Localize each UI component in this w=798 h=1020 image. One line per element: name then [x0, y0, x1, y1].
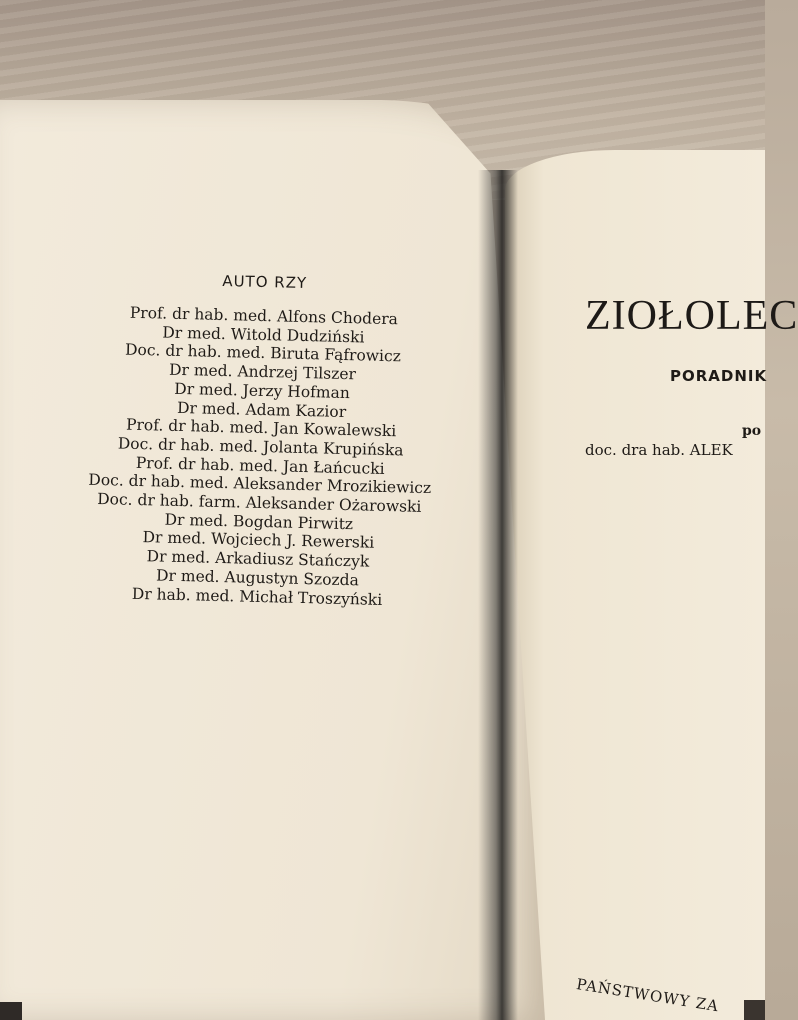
- book-title: ZIOŁOLEC: [585, 293, 798, 339]
- author-line: Doc. dr hab. farm. Aleksander Ożarowski: [97, 490, 422, 516]
- author-line: Doc. dr hab. med. Jolanta Krupińska: [117, 434, 404, 460]
- author-line: Doc. dr hab. med. Biruta Fąfrowicz: [124, 341, 402, 366]
- author-line: Dr med. Bogdan Pirwitz: [164, 510, 354, 533]
- author-line: Dr hab. med. Michał Troszyński: [131, 584, 383, 609]
- author-line: Dr med. Wojciech J. Rewerski: [142, 528, 375, 553]
- authors-list-block: [52, 268, 470, 611]
- book-subtitle: PORADNIK: [670, 367, 768, 385]
- author-line: Dr med. Andrzej Tilszer: [168, 360, 357, 384]
- author-line: Prof. dr hab. med. Jan Łańcucki: [135, 453, 385, 478]
- authors-heading: AUTO RZY: [222, 271, 308, 293]
- author-line: Prof. dr hab. med. Jan Kowalewski: [125, 415, 397, 441]
- book-spine-shadow: [478, 170, 518, 1020]
- author-line: Dr med. Augustyn Szozda: [155, 566, 360, 590]
- author-line: Doc. dr hab. med. Aleksander Mrozikiewicz: [88, 471, 432, 498]
- publisher-name: PAŃSTWOWY ZA: [575, 975, 721, 1016]
- author-line: Dr med. Adam Kazior: [176, 398, 347, 421]
- editor-name: doc. dra hab. ALEK: [585, 441, 733, 459]
- book-cover-edge: [0, 1002, 22, 1020]
- authors-list: [52, 302, 469, 611]
- author-line: Dr med. Jerzy Hofman: [174, 379, 351, 402]
- edited-by-label: po: [742, 423, 762, 439]
- book-cover-edge: [744, 1000, 765, 1020]
- author-line: Dr med. Arkadiusz Stańczyk: [146, 547, 370, 571]
- author-line: Dr med. Witold Dudziński: [162, 323, 365, 347]
- author-line: Prof. dr hab. med. Alfons Chodera: [129, 303, 399, 329]
